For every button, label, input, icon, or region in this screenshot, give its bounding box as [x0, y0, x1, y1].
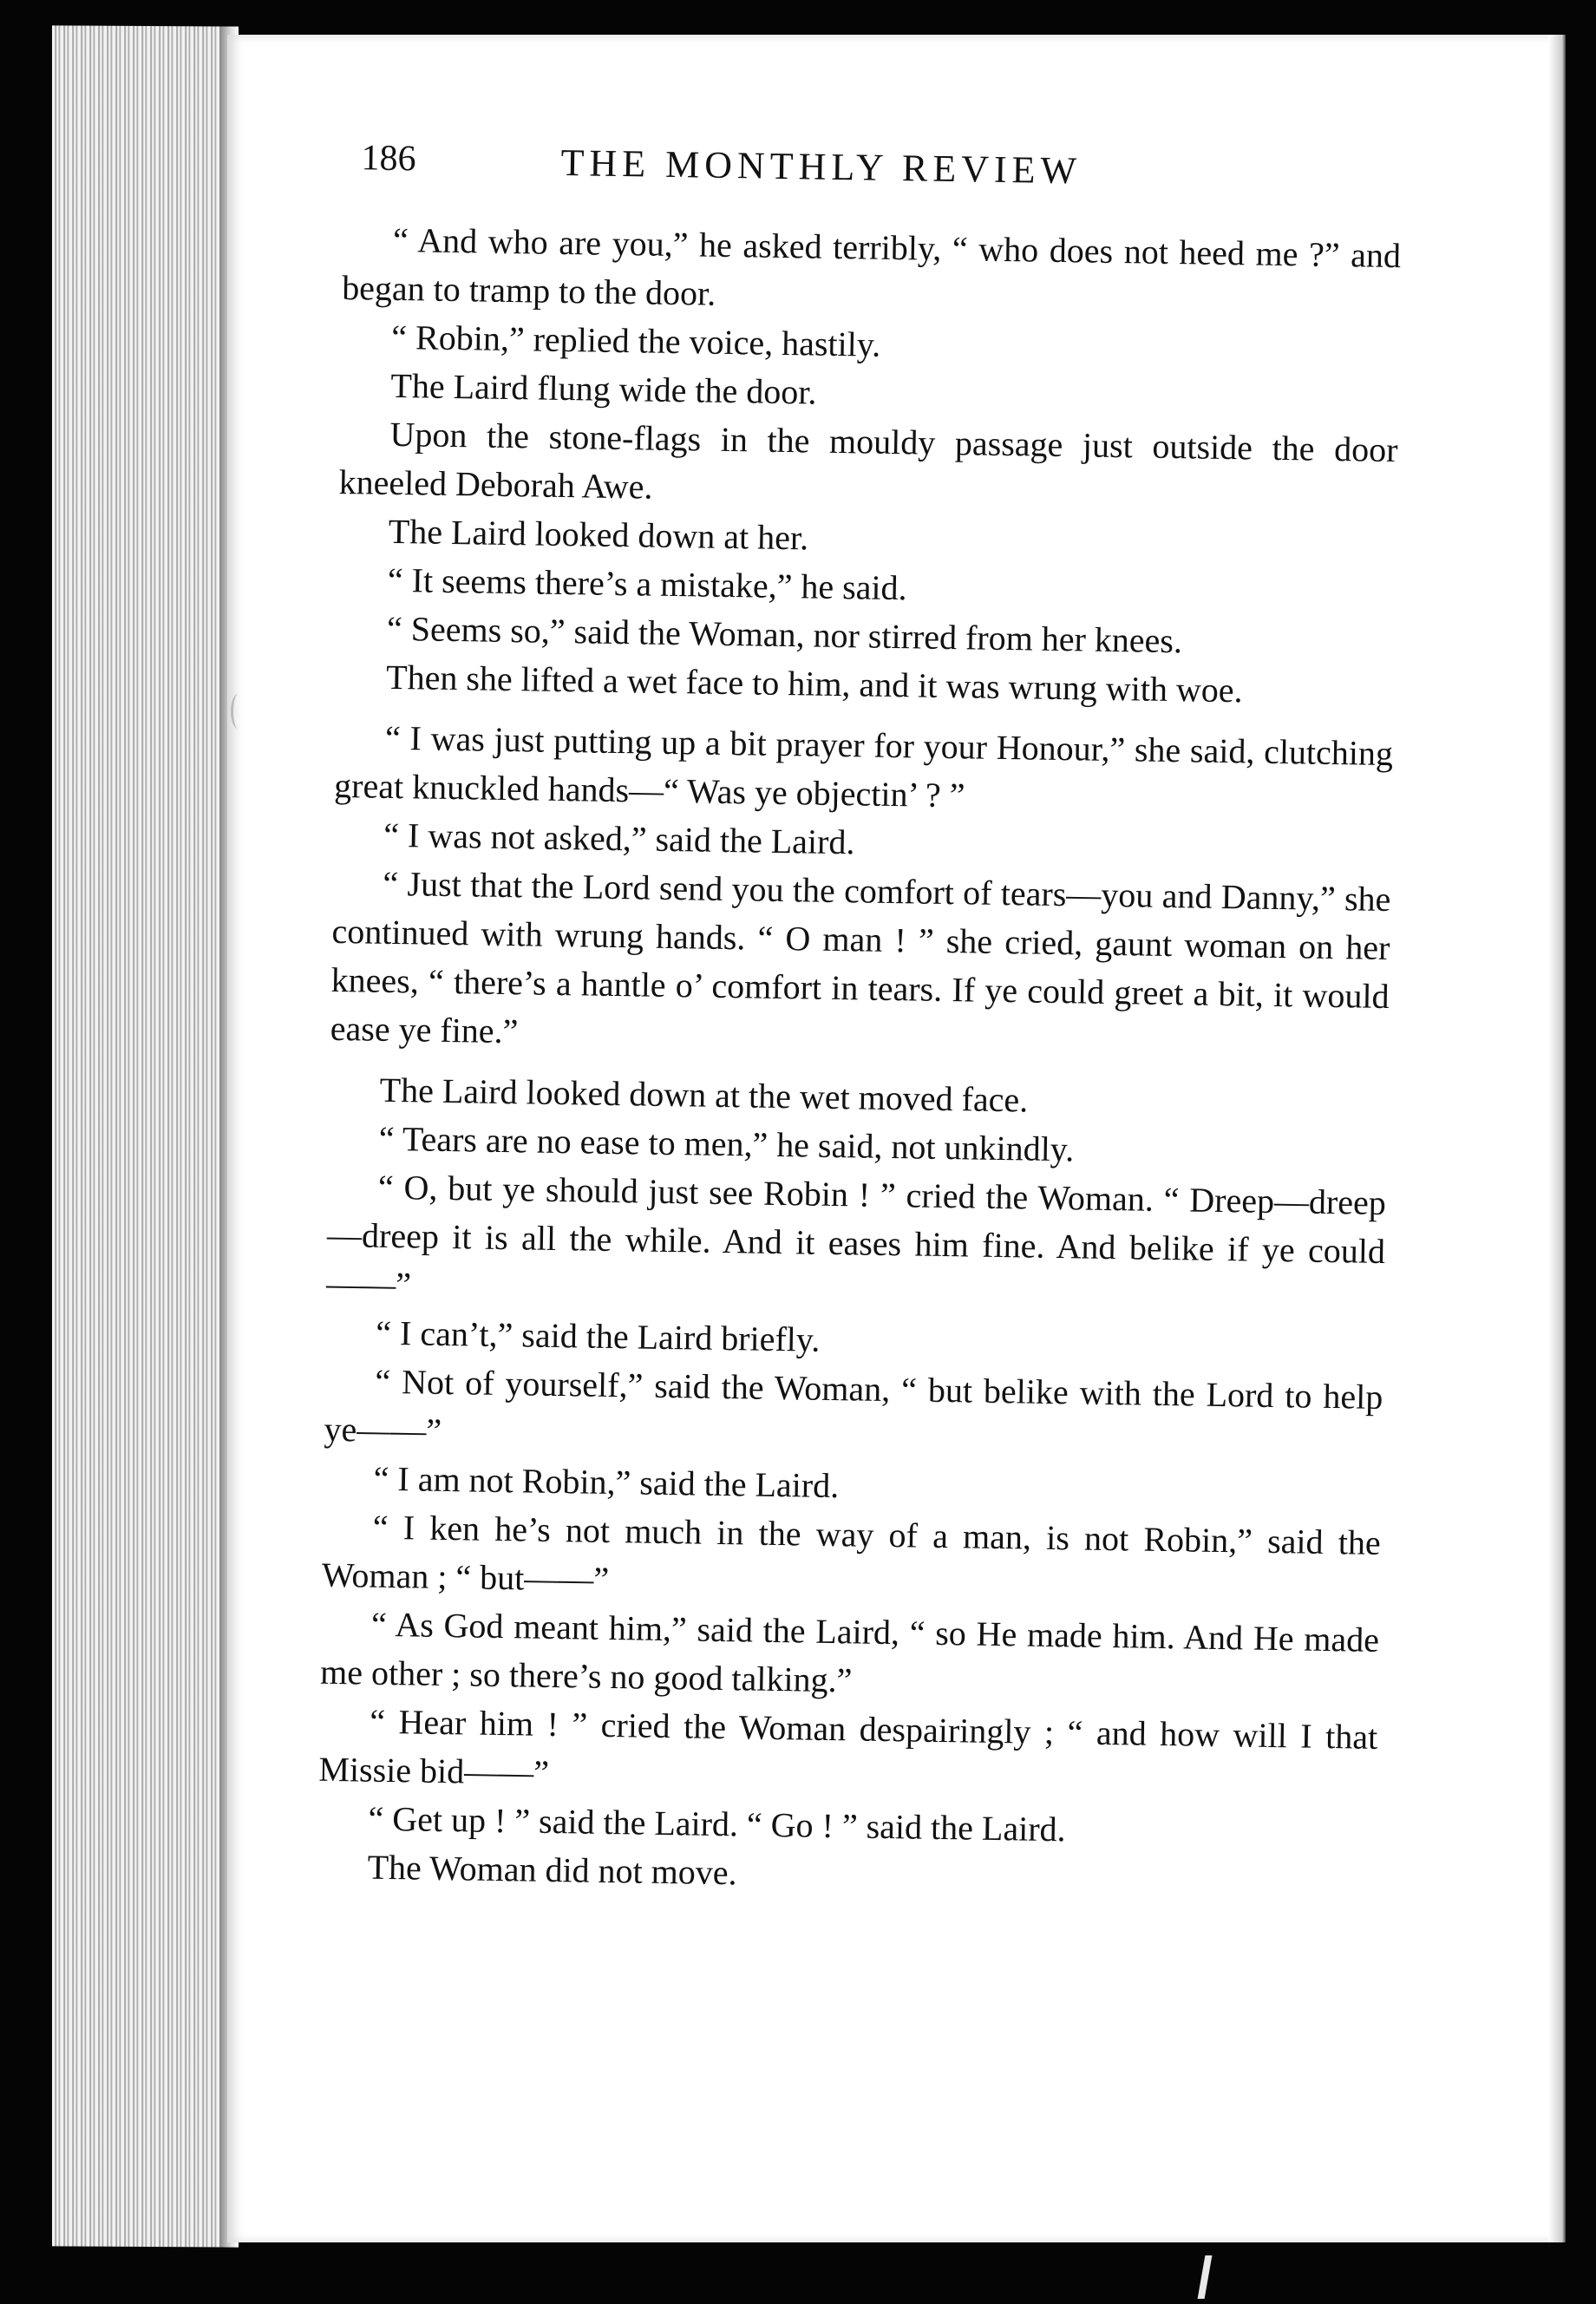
running-title: THE MONTHLY REVIEW	[560, 141, 1083, 193]
paragraph: “ Not of yourself,” said the Woman, “ but belike with the Lord to help ye——”	[324, 1361, 1383, 1450]
paragraph: Upon the stone-flags in the mouldy passage just outside the door kneeled Deborah Awe.	[338, 414, 1398, 507]
page-number: 186	[361, 138, 416, 180]
paragraph: The Laird flung wide the door.	[390, 365, 817, 412]
paragraph: “ Robin,” replied the voice, hastily.	[391, 317, 881, 364]
paragraph: “ I was not asked,” said the Laird.	[383, 815, 855, 862]
paragraph: “ Seems so,” said the Woman, nor stirred from her knees.	[386, 608, 1183, 661]
page-content	[317, 137, 1403, 1908]
paragraph: The Laird looked down at the wet moved face.	[379, 1070, 1029, 1120]
body-text	[317, 215, 1401, 1908]
paragraph: “ Hear him ! ” cried the Woman despairingly ; “ and how will I that Missie bid——”	[318, 1701, 1378, 1792]
paragraph: The Woman did not move.	[367, 1847, 737, 1893]
book-page	[227, 35, 1563, 2242]
paragraph: “ I can’t,” said the Laird briefly.	[376, 1312, 821, 1359]
paragraph: “ Just that the Lord send you the comfort of tears—you and Danny,” she continued with wrung hands. “ O man ! ” she cried, gaunt woman on her knees, “ there’s a hantle o’ comfort in tears. If ye could greet a bit, it would ease ye fine.”	[330, 863, 1391, 1051]
paragraph: “ And who are you,” he asked terribly, “ who does not heed me ?” and began to tramp to the door.	[341, 219, 1402, 313]
paragraph: “ I ken he’s not much in the way of a man, is not Robin,” said the Woman ; “ but——”	[321, 1507, 1382, 1599]
paragraph: “ It seems there’s a mistake,” he said.	[387, 560, 907, 608]
page-right-shadow	[1548, 35, 1566, 2242]
paragraph: “ I was just putting up a bit prayer for your Honour,” she said, clutching great knuckled hands—“ Was ye objectin’ ? ”	[333, 717, 1394, 815]
paragraph: “ I am not Robin,” said the Laird.	[373, 1458, 840, 1506]
paragraph: “ O, but ye should just see Robin ! ” cried the Woman. “ Dreep—dreep—dreep it is all the while. And it eases him fine. And belike if ye could——”	[325, 1167, 1387, 1305]
paragraph: The Laird looked down at her.	[388, 511, 809, 558]
book-page-edges	[52, 25, 239, 2247]
paragraph: “ Tears are no ease to men,” he said, not unkindly.	[378, 1118, 1075, 1169]
margin-mark-icon	[231, 694, 245, 729]
paragraph: Then she lifted a wet face to him, and it was wrung with woe.	[385, 657, 1243, 710]
paragraph: “ Get up ! ” said the Laird. “ Go ! ” said the Laird.	[368, 1798, 1066, 1849]
paragraph: “ As God meant him,” said the Laird, “ so He made him. And He made me other ; so there’s no good talking.”	[319, 1604, 1380, 1700]
running-head	[343, 137, 1403, 232]
